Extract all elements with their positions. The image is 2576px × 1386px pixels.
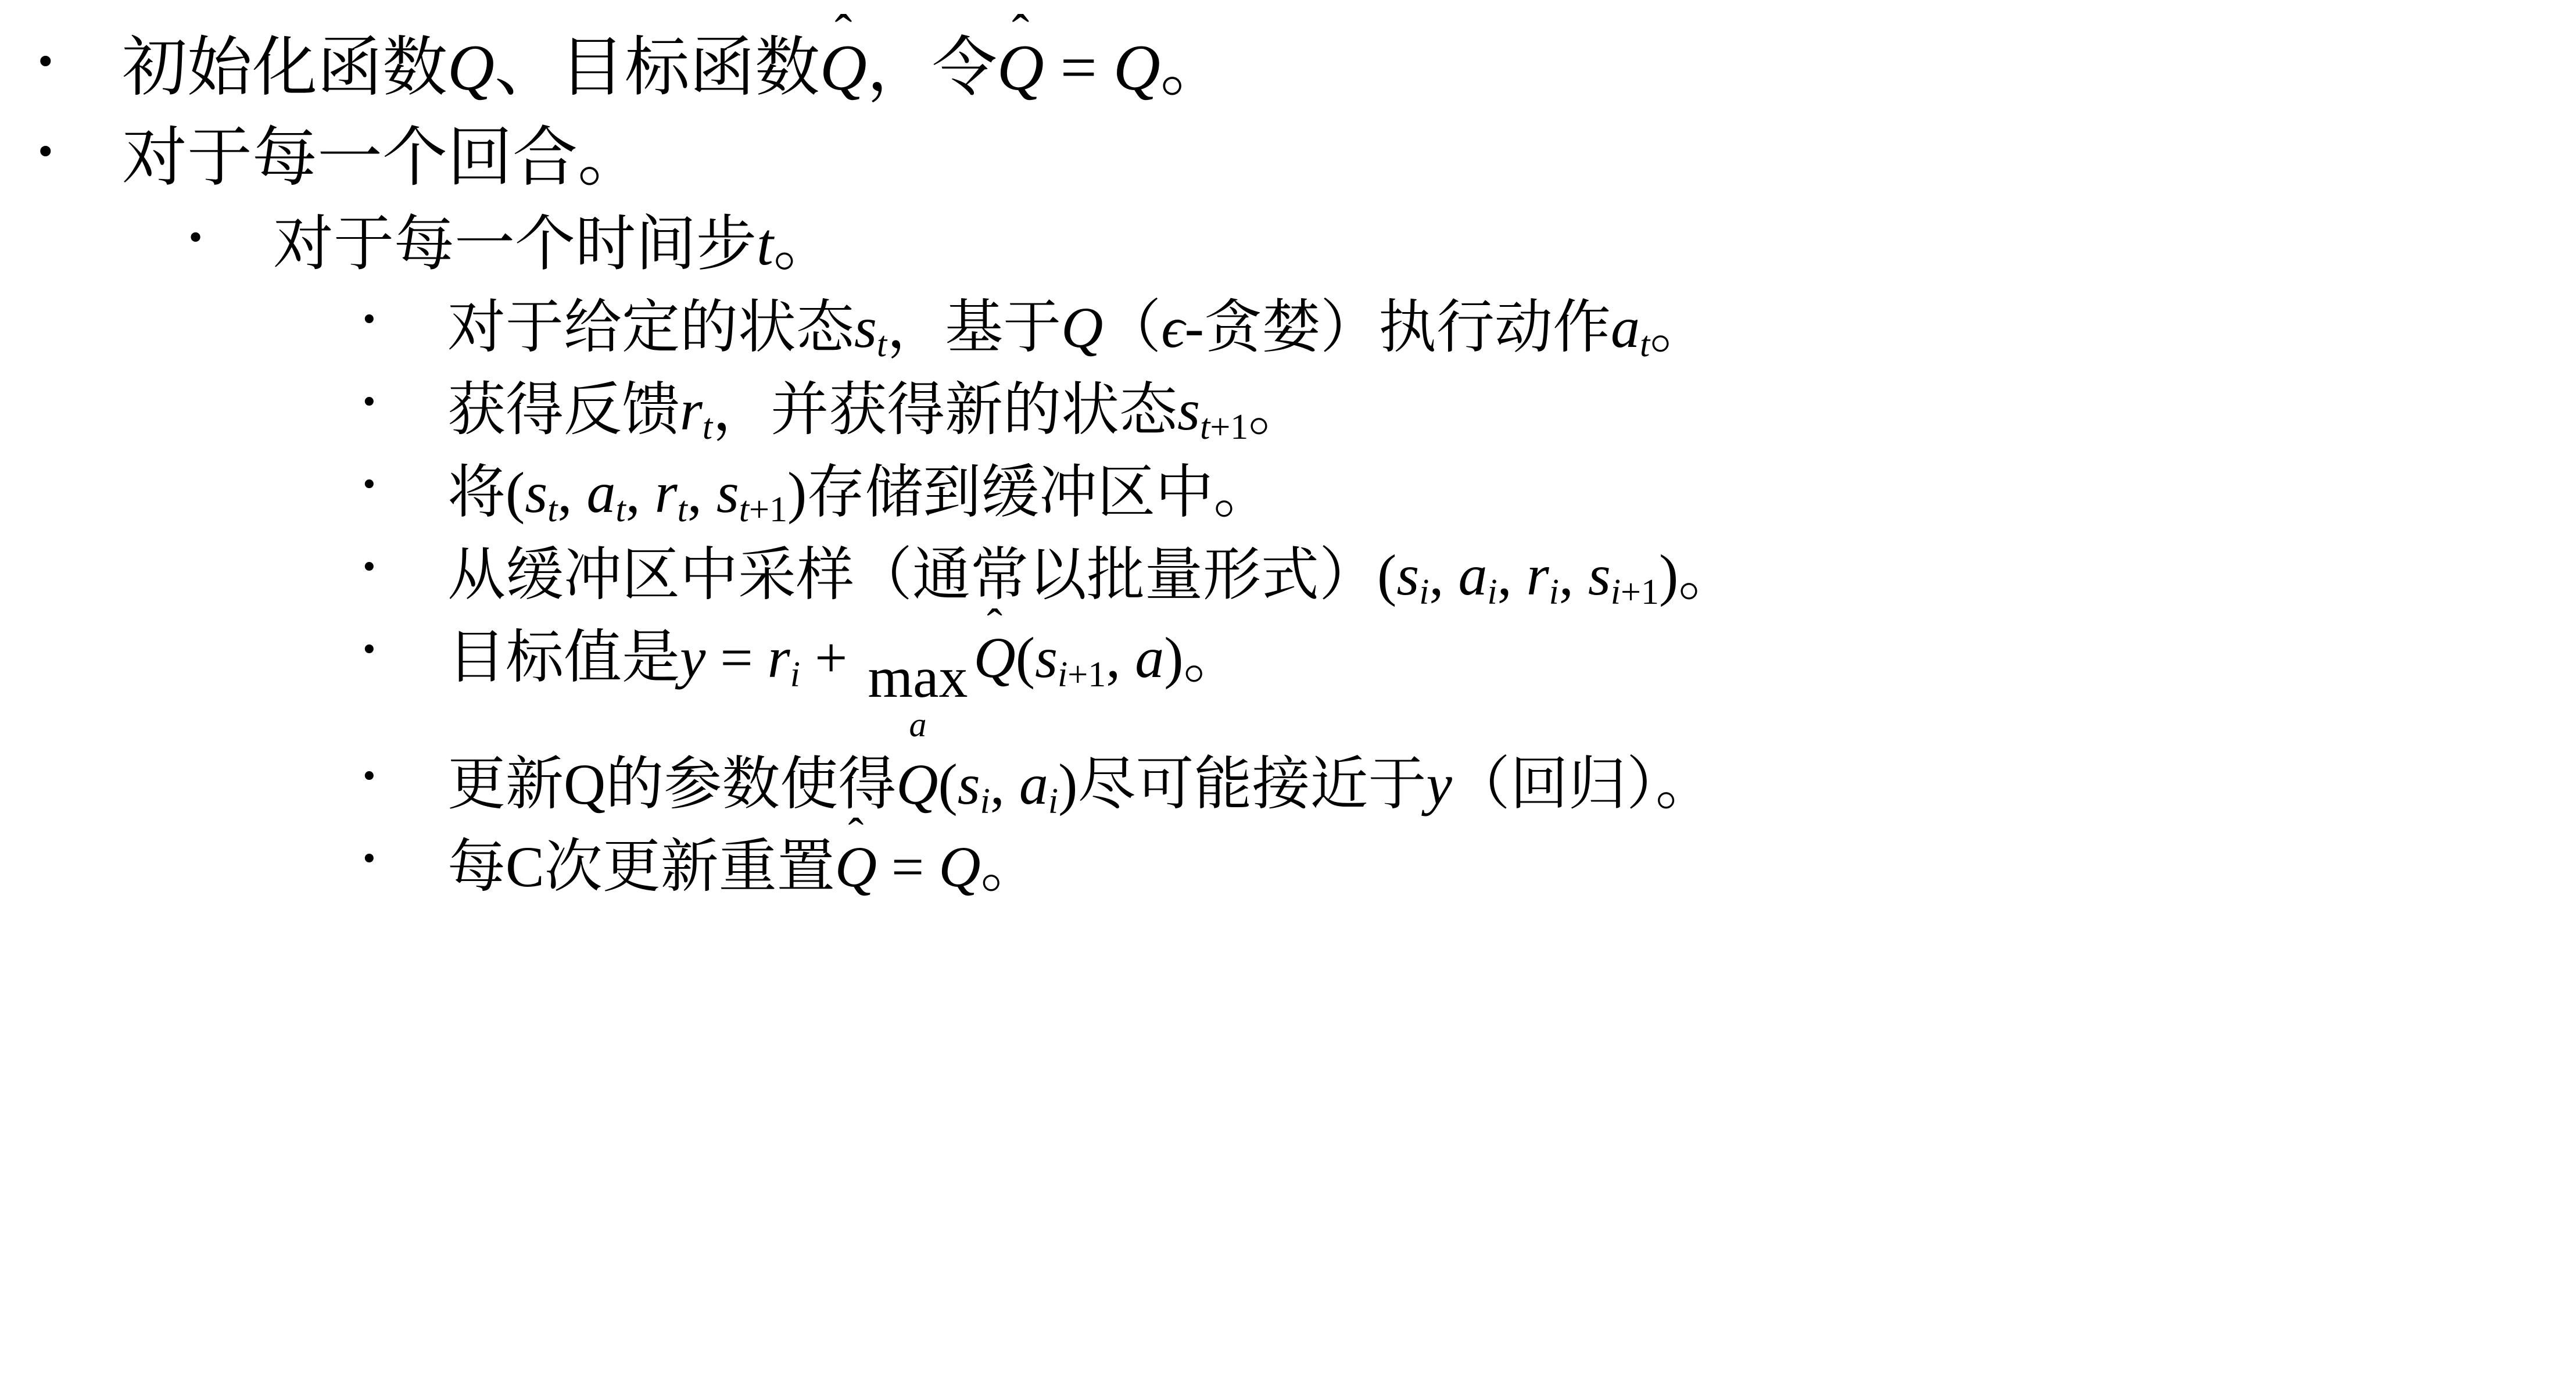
bullet-item: [186, 203, 2541, 286]
bullet-marker-icon: •: [186, 220, 206, 258]
bullet-marker-icon: •: [360, 467, 378, 503]
bullet-item: [360, 617, 2541, 743]
bullet-marker-icon: •: [360, 385, 378, 420]
bullet-item: [35, 113, 2541, 203]
bullet-text: 从缓冲区中采样（通常以批量形式）($s_i$, $a_i$, $r_i$, $s_{i+1}$)。: [447, 542, 1737, 612]
bullet-marker-icon: •: [35, 41, 56, 83]
bullet-text: 对于给定的状态$s_t$，基于Q（ϵ-贪婪）执行动作$a_t$。: [447, 295, 1708, 364]
bullet-text: 更新Q的参数使得$Q(s_i$, $a_i$)尽可能接近于y（回归）。: [447, 751, 1714, 821]
bullet-item: [360, 369, 2541, 452]
bullet-item: [360, 534, 2541, 617]
bullet-item: [35, 23, 2541, 113]
bullet-text: 对于每一个回合。: [122, 121, 643, 194]
bullet-text: 获得反馈$r_t$，并获得新的状态$s_{t+1}$。: [447, 377, 1307, 447]
bullet-text: 初始化函数Q、目标函数Q ，令Q = Q。: [122, 32, 1226, 104]
bullet-marker-icon: •: [360, 841, 378, 877]
bullet-item: [360, 452, 2541, 534]
bullet-marker-icon: •: [35, 130, 56, 173]
bullet-text: 对于每一个时间步t。: [273, 211, 834, 278]
bullet-list: [35, 23, 2541, 908]
bullet-marker-icon: •: [360, 302, 378, 338]
bullet-marker-icon: •: [360, 550, 378, 585]
bullet-item: [360, 286, 2541, 369]
bullet-item: [360, 826, 2541, 908]
bullet-text: 目标值是$y = r_i$ + max a Q ($s_{i+1}$, a)。: [447, 625, 1242, 744]
bullet-item: [360, 743, 2541, 826]
bullet-marker-icon: •: [360, 759, 378, 794]
bullet-marker-icon: •: [360, 632, 378, 668]
bullet-text: 每C次更新重置Q = Q。: [447, 834, 1039, 899]
bullet-text: 将($s_t$, $a_t$, $r_t$, $s_{t+1}$)存储到缓冲区中。: [447, 460, 1272, 529]
